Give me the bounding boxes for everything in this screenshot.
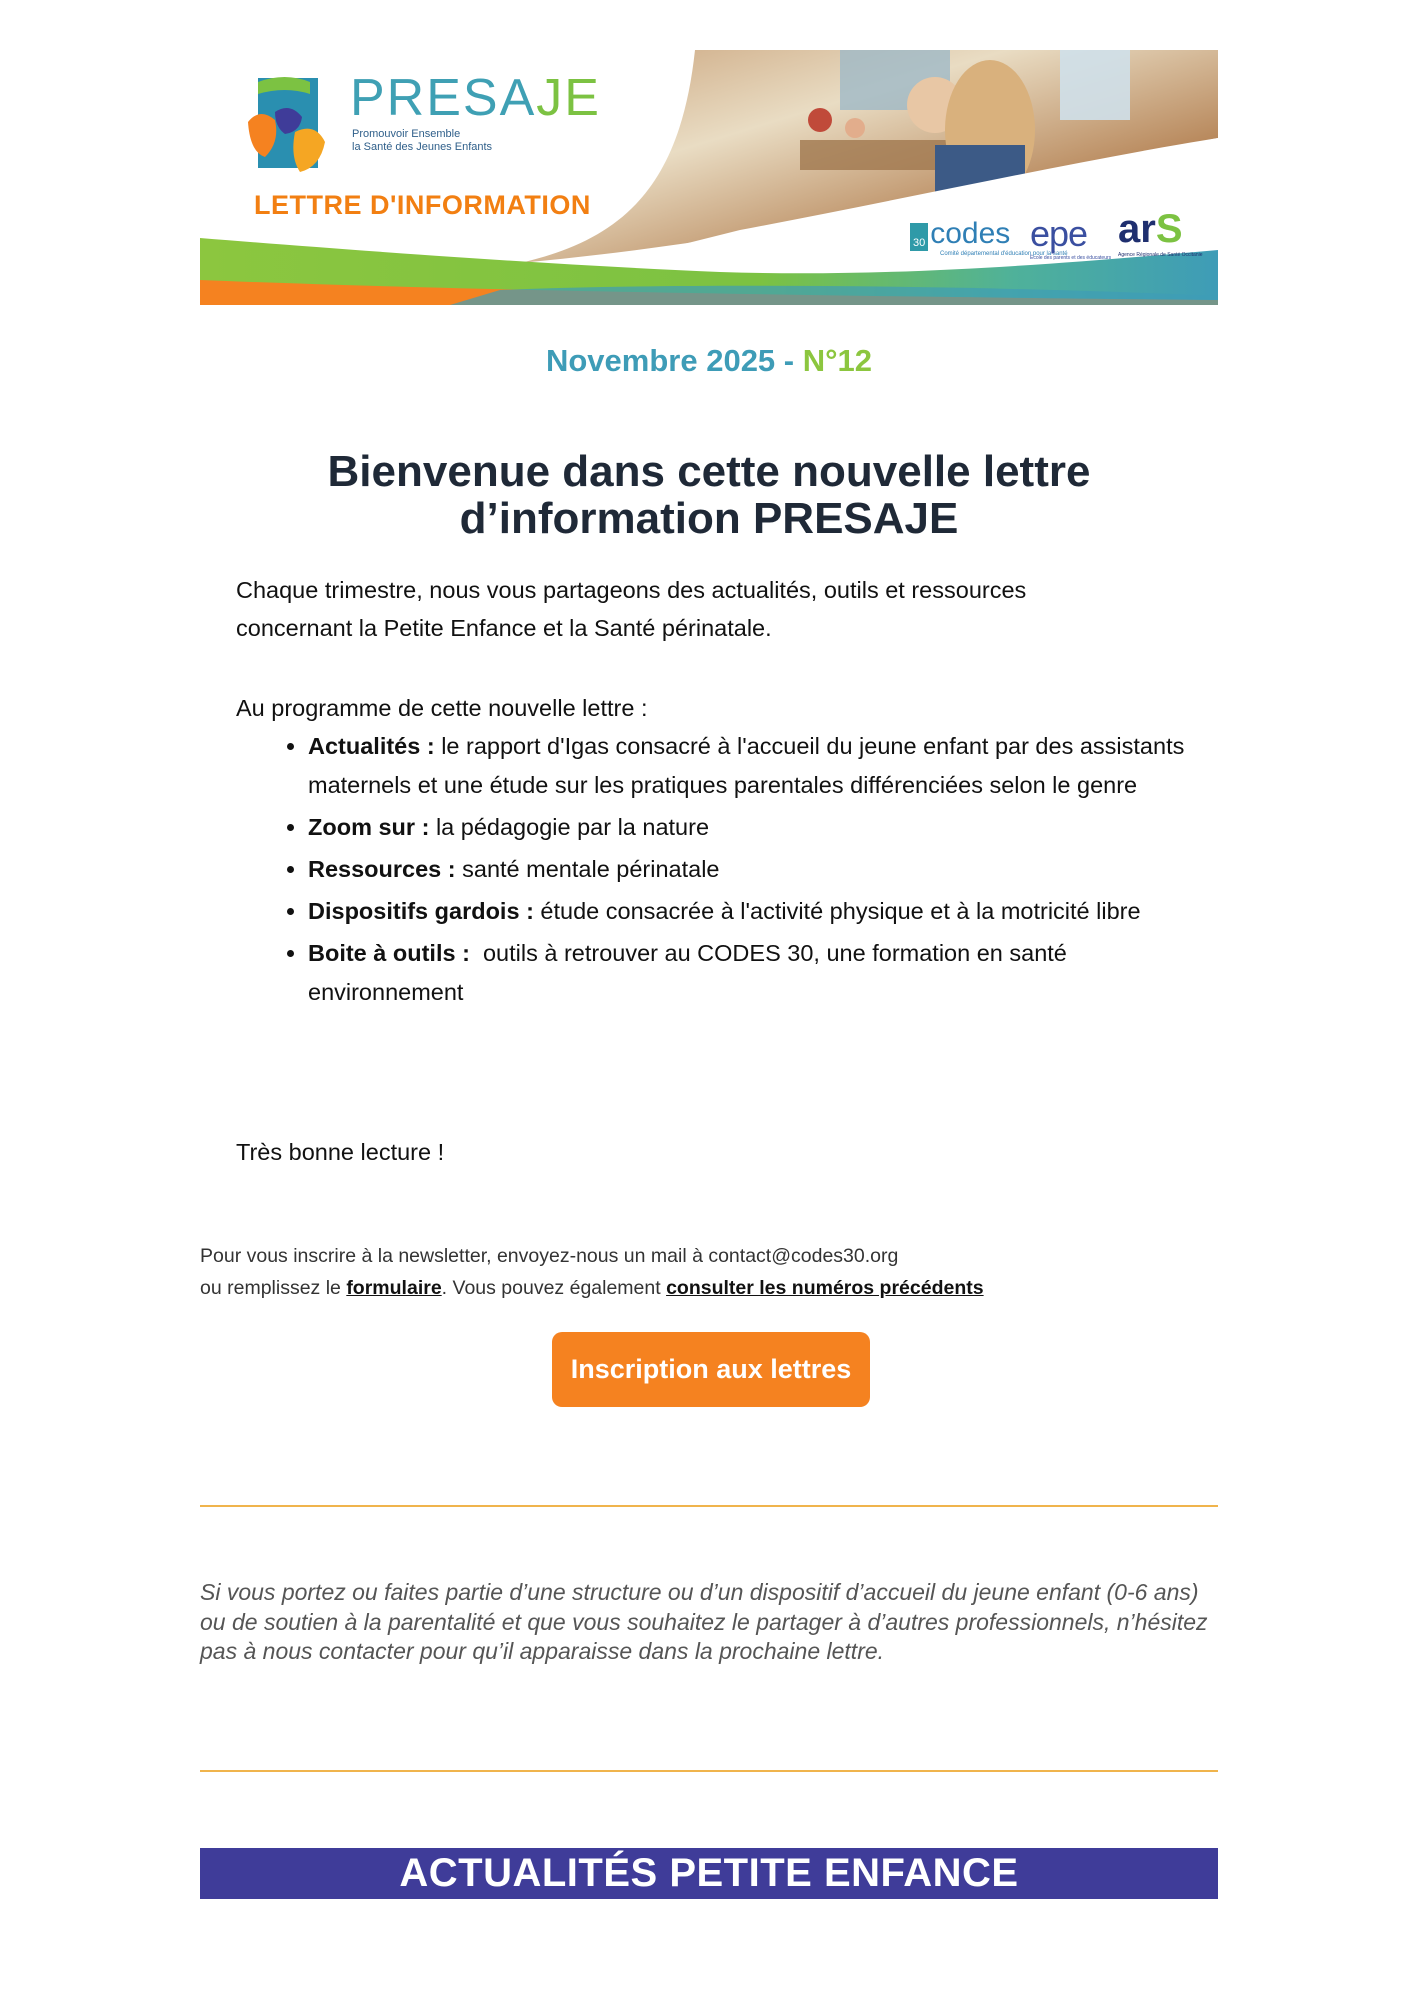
divider	[200, 1505, 1218, 1507]
subscribe-email-line: Pour vous inscrire à la newsletter, envoyez-nous un mail à contact@codes30.org	[200, 1245, 899, 1267]
issue-heading	[200, 343, 1218, 379]
program-title: Au programme de cette nouvelle lettre :	[236, 695, 648, 721]
presaje-logo-subtitle: Promouvoir Ensemble la Santé des Jeunes Enfants	[352, 128, 493, 153]
list-item: • Ressources : santé mentale périnatale	[308, 850, 1208, 889]
list-item: • Zoom sur : la pédagogie par la nature	[308, 808, 1208, 847]
intro-paragraph: Chaque trimestre, nous vous partageons des actualités, outils et ressources concernant la Petite Enfance et la Santé périnatale.	[236, 577, 1027, 641]
subscribe-button[interactable]: Inscription aux lettres	[552, 1332, 870, 1407]
divider	[200, 1770, 1218, 1772]
program-list	[236, 727, 1208, 1015]
archive-link[interactable]: consulter les numéros précédents	[666, 1277, 984, 1299]
contact-note: Si vous portez ou faites partie d’une structure ou d’un dispositif d’accueil du jeune enfant (0-6 ans) ou de soutien à la parentalité et que vous souhaitez le partager à d’autres professionnels, n’hésitez pas à nous contacter pour qu’il apparaisse dans la prochaine lettre.	[200, 1579, 1208, 1664]
list-item: • Dispositifs gardois : étude consacrée à l'activité physique et à la motricité libre	[308, 892, 1208, 931]
presaje-hands-icon	[240, 72, 335, 184]
presaje-logo-title: PRESAJE	[350, 69, 601, 127]
list-item: • Actualités : le rapport d'Igas consacré à l'accueil du jeune enfant par des assistants maternels et une étude sur les pratiques parentales différenciées selon le genre	[308, 727, 1208, 805]
list-item: • Boite à outils : outils à retrouver au CODES 30, une formation en santé environnement	[308, 934, 1208, 1012]
subscribe-info	[200, 1240, 1218, 1304]
epe-logo: epe École des parents et des éducateurs	[1030, 213, 1112, 261]
subscribe-links-line: ou remplissez le formulaire. Vous pouvez également consulter les numéros précédents	[200, 1277, 984, 1299]
form-link[interactable]: formulaire	[346, 1277, 442, 1299]
codes30-logo: 30 codes Comité départemental d'éducation pour la santé	[910, 217, 1068, 258]
header-banner	[200, 50, 1218, 305]
closing-text: Très bonne lecture !	[236, 1139, 445, 1165]
issue-date: Novembre 2025 -	[545, 343, 795, 378]
section-title: ACTUALITÉS PETITE ENFANCE	[200, 1848, 1218, 1899]
issue-number: N°12	[802, 343, 872, 378]
newsletter-label: LETTRE D'INFORMATION	[254, 190, 591, 220]
welcome-title: Bienvenue dans cette nouvelle lettre d’information PRESAJE	[327, 447, 1091, 543]
ars-logo: arS Agence Régionale de Santé Occitanie	[1118, 207, 1203, 258]
